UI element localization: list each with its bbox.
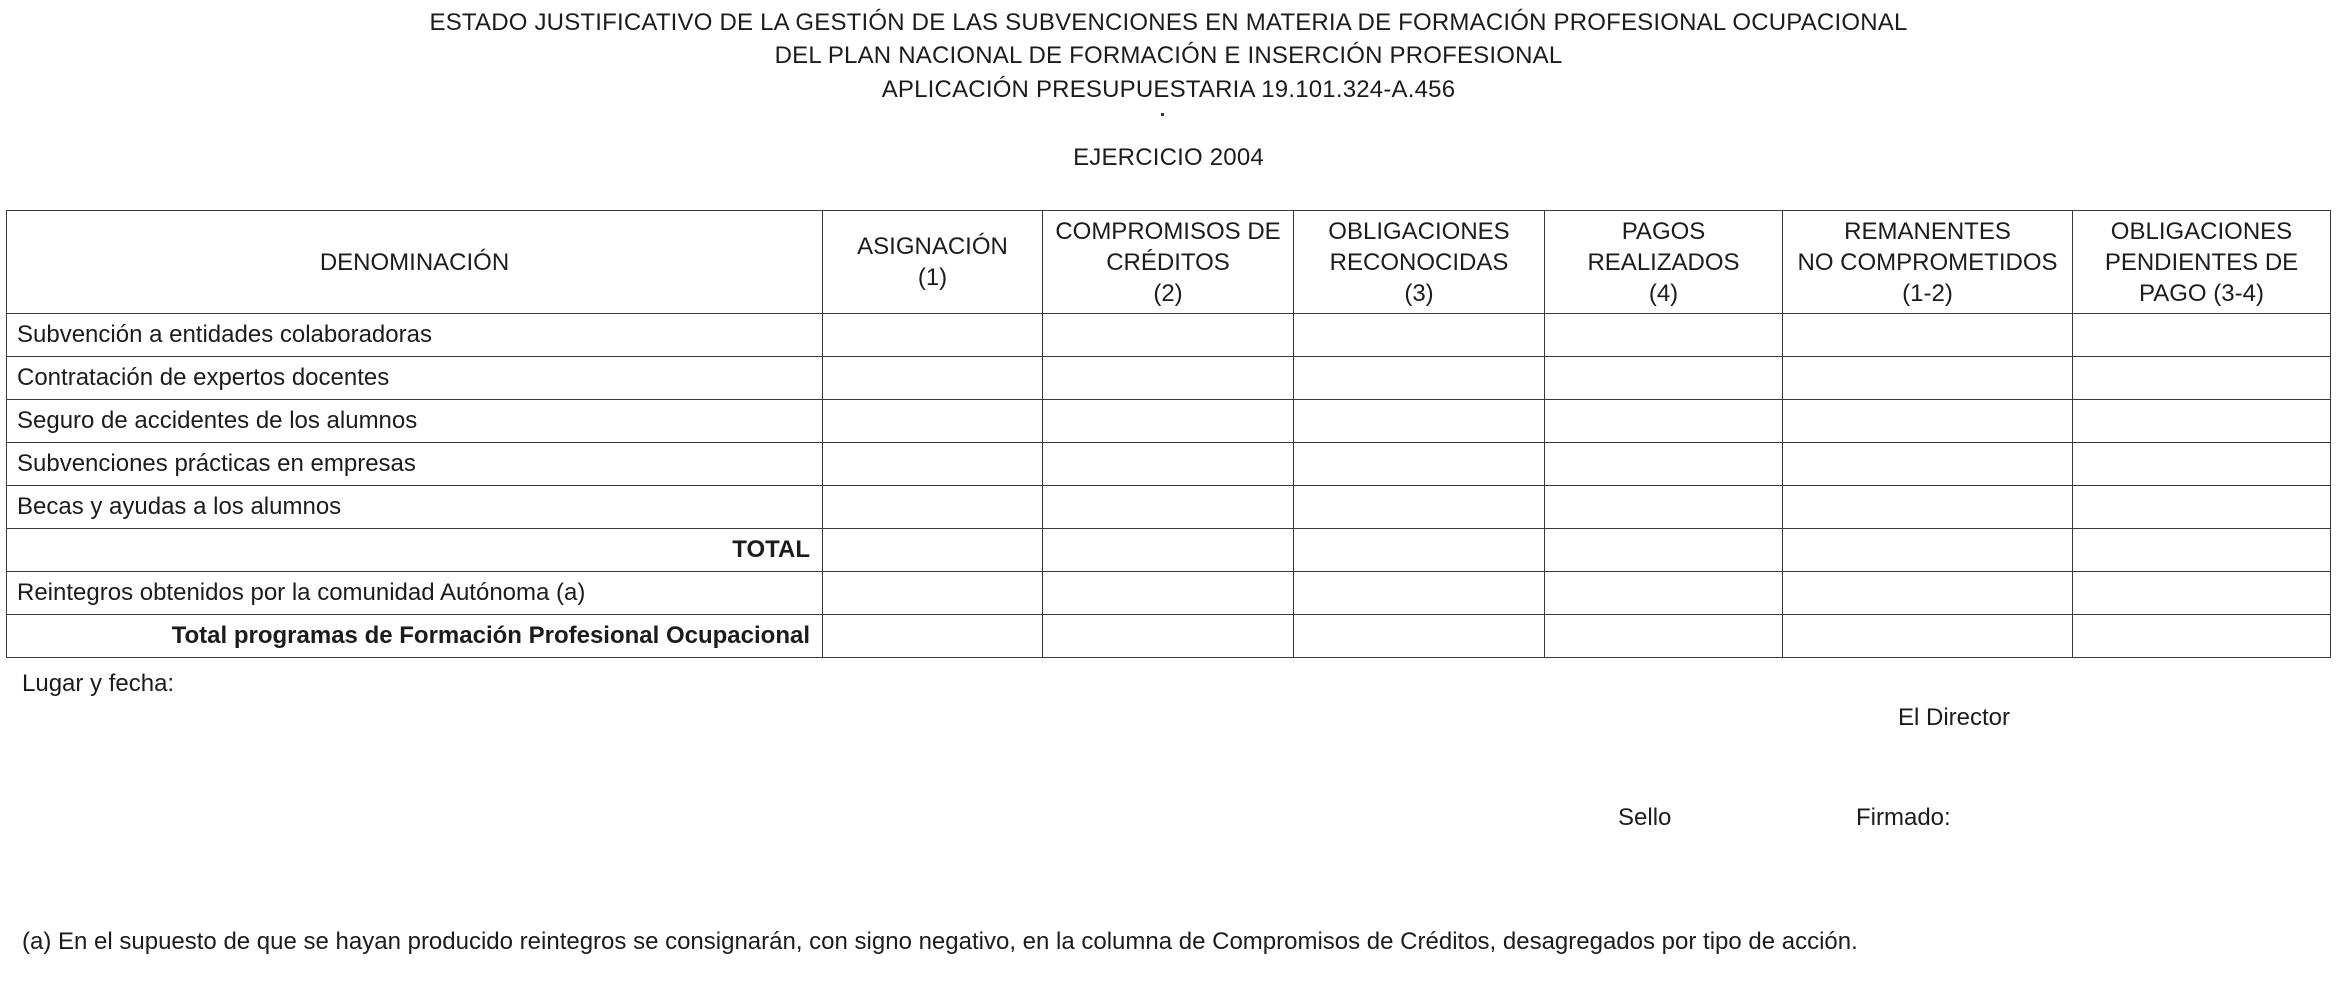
col-header-asignacion: ASIGNACIÓN (1) — [823, 211, 1043, 314]
table-row — [7, 443, 2331, 486]
row-label: Contratación de expertos docentes — [7, 357, 823, 400]
cell-remanentes[interactable] — [1783, 572, 2073, 615]
col-header-pendientes: OBLIGACIONES PENDIENTES DE PAGO (3-4) — [2073, 211, 2331, 314]
ejercicio-label: EJERCICIO 2004 — [1073, 144, 1264, 171]
row-label-grand-total: Total programas de Formación Profesional Ocupacional — [7, 615, 823, 658]
cell-obligaciones[interactable] — [1294, 314, 1545, 357]
cell-pagos[interactable] — [1545, 400, 1783, 443]
cell-pendientes[interactable] — [2073, 400, 2331, 443]
col-header-obligaciones: OBLIGACIONES RECONOCIDAS (3) — [1294, 211, 1545, 314]
cell-asignacion[interactable] — [823, 400, 1043, 443]
cell-obligaciones[interactable] — [1294, 615, 1545, 658]
title-line-3: APLICACIÓN PRESUPUESTARIA 19.101.324-A.456 — [881, 76, 1456, 103]
cell-asignacion[interactable] — [823, 357, 1043, 400]
row-label: Reintegros obtenidos por la comunidad Autónoma (a) — [7, 572, 823, 615]
cell-pagos[interactable] — [1545, 486, 1783, 529]
table-row — [7, 572, 2331, 615]
cell-obligaciones[interactable] — [1294, 443, 1545, 486]
title-line-2: DEL PLAN NACIONAL DE FORMACIÓN E INSERCIÓN PROFESIONAL — [774, 42, 1563, 69]
cell-remanentes[interactable] — [1783, 357, 2073, 400]
cell-remanentes[interactable] — [1783, 615, 2073, 658]
cell-pagos[interactable] — [1545, 443, 1783, 486]
cell-pendientes[interactable] — [2073, 314, 2331, 357]
cell-obligaciones[interactable] — [1294, 486, 1545, 529]
cell-asignacion[interactable] — [823, 486, 1043, 529]
cell-pendientes[interactable] — [2073, 572, 2331, 615]
cell-pagos[interactable] — [1545, 314, 1783, 357]
row-label: Becas y ayudas a los alumnos — [7, 486, 823, 529]
cell-asignacion[interactable] — [823, 314, 1043, 357]
cell-pagos[interactable] — [1545, 615, 1783, 658]
firmado-label: Firmado: — [1856, 804, 1951, 831]
cell-compromisos[interactable] — [1043, 486, 1294, 529]
cell-pendientes[interactable] — [2073, 529, 2331, 572]
cell-pendientes[interactable] — [2073, 443, 2331, 486]
cell-remanentes[interactable] — [1783, 529, 2073, 572]
cell-compromisos[interactable] — [1043, 443, 1294, 486]
row-label: Seguro de accidentes de los alumnos — [7, 400, 823, 443]
budget-table — [6, 210, 2331, 658]
title-line-1: ESTADO JUSTIFICATIVO DE LA GESTIÓN DE LAS SUBVENCIONES EN MATERIA DE FORMACIÓN PROFESIONAL OCUPACIONAL — [429, 9, 1908, 36]
table-header-row — [7, 211, 2331, 314]
table-row — [7, 486, 2331, 529]
cell-pagos[interactable] — [1545, 529, 1783, 572]
cell-compromisos[interactable] — [1043, 615, 1294, 658]
table-row-grand-total — [7, 615, 2331, 658]
col-header-pagos: PAGOS REALIZADOS (4) — [1545, 211, 1783, 314]
cell-asignacion[interactable] — [823, 615, 1043, 658]
cell-pendientes[interactable] — [2073, 615, 2331, 658]
decorative-dot — [1161, 113, 1164, 116]
cell-compromisos[interactable] — [1043, 400, 1294, 443]
cell-remanentes[interactable] — [1783, 314, 2073, 357]
cell-compromisos[interactable] — [1043, 357, 1294, 400]
col-header-remanentes: REMANENTES NO COMPROMETIDOS (1-2) — [1783, 211, 2073, 314]
footnote: (a) En el supuesto de que se hayan producido reintegros se consignarán, con signo negativo, en la columna de Compromisos de Créditos, desagregados por tipo de acción. — [22, 928, 1858, 955]
table-row-total — [7, 529, 2331, 572]
cell-obligaciones[interactable] — [1294, 357, 1545, 400]
cell-remanentes[interactable] — [1783, 443, 2073, 486]
sello-label: Sello — [1618, 804, 1672, 831]
cell-pendientes[interactable] — [2073, 486, 2331, 529]
cell-compromisos[interactable] — [1043, 572, 1294, 615]
director-label: El Director — [1898, 704, 2011, 731]
row-label-total: TOTAL — [7, 529, 823, 572]
table-row — [7, 314, 2331, 357]
row-label: Subvención a entidades colaboradoras — [7, 314, 823, 357]
cell-asignacion[interactable] — [823, 443, 1043, 486]
lugar-fecha-label: Lugar y fecha: — [22, 670, 175, 697]
cell-pagos[interactable] — [1545, 572, 1783, 615]
cell-remanentes[interactable] — [1783, 486, 2073, 529]
cell-compromisos[interactable] — [1043, 314, 1294, 357]
cell-remanentes[interactable] — [1783, 400, 2073, 443]
col-header-denominacion: DENOMINACIÓN — [7, 211, 823, 314]
row-label: Subvenciones prácticas en empresas — [7, 443, 823, 486]
cell-asignacion[interactable] — [823, 572, 1043, 615]
col-header-compromisos: COMPROMISOS DE CRÉDITOS (2) — [1043, 211, 1294, 314]
table-row — [7, 357, 2331, 400]
cell-obligaciones[interactable] — [1294, 572, 1545, 615]
cell-asignacion[interactable] — [823, 529, 1043, 572]
cell-pagos[interactable] — [1545, 357, 1783, 400]
cell-obligaciones[interactable] — [1294, 529, 1545, 572]
cell-compromisos[interactable] — [1043, 529, 1294, 572]
table-row — [7, 400, 2331, 443]
cell-pendientes[interactable] — [2073, 357, 2331, 400]
cell-obligaciones[interactable] — [1294, 400, 1545, 443]
